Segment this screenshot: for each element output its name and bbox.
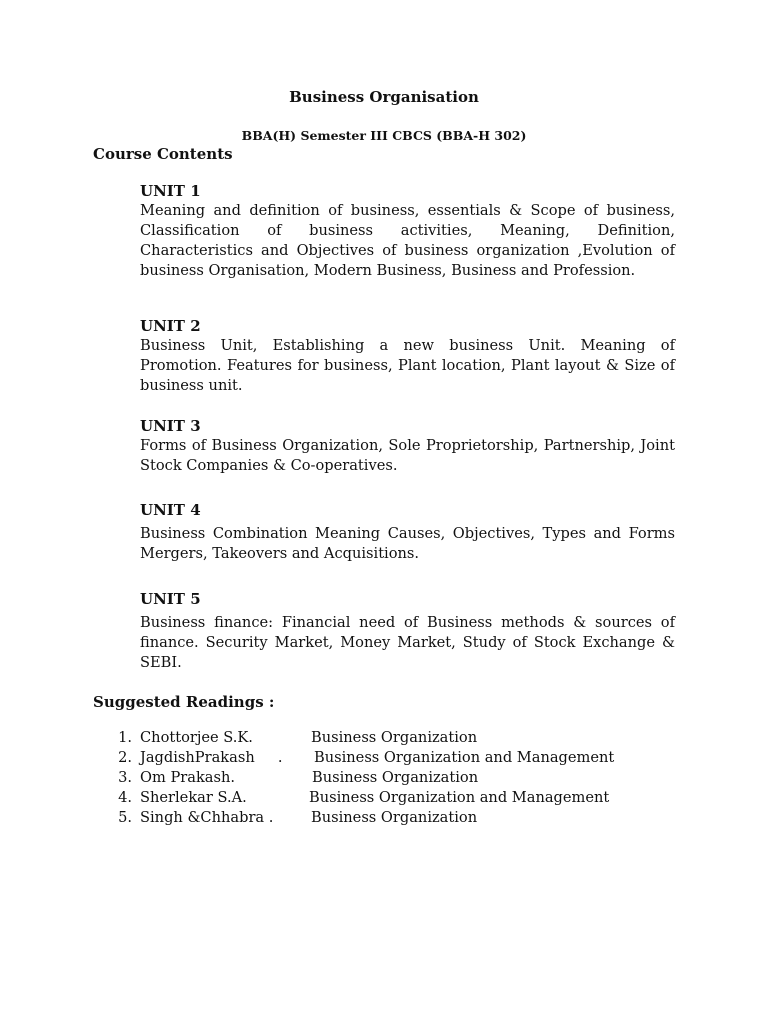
- reading-number: 3.: [118, 769, 132, 786]
- unit-body: Business Unit, Establishing a new business Unit. Meaning of Promotion. Features for business, Plant location, Plant layout & Size of business unit.: [140, 337, 675, 394]
- unit-body: Business finance: Financial need of Business methods & sources of finance. Security Market, Money Market, Study of Stock Exchange & SEBI.: [140, 614, 675, 671]
- unit-title: UNIT 1: [140, 182, 201, 200]
- unit-section: [140, 416, 675, 476]
- unit-section: [140, 500, 675, 564]
- unit-section: [140, 316, 675, 396]
- course-contents-heading: Course Contents: [93, 145, 233, 163]
- reading-book: Business Organization: [312, 769, 479, 786]
- reading-book: Business Organization and Management: [314, 749, 615, 766]
- unit-title: UNIT 4: [140, 501, 201, 519]
- reading-book: Business Organization: [311, 729, 478, 746]
- reading-author: JagdishPrakash .: [140, 749, 283, 766]
- reading-author: Chottorjee S.K.: [140, 729, 253, 746]
- unit-title: UNIT 3: [140, 417, 201, 435]
- unit-title: UNIT 5: [140, 590, 201, 608]
- reading-book: Business Organization and Management: [309, 789, 610, 806]
- unit-body: Business Combination Meaning Causes, Objectives, Types and Forms Mergers, Takeovers and Acquisitions.: [140, 525, 675, 562]
- unit-title: UNIT 2: [140, 317, 201, 335]
- unit-section: [140, 589, 675, 673]
- document-subtitle: BBA(H) Semester III CBCS (BBA-H 302): [241, 128, 527, 143]
- unit-body: Forms of Business Organization, Sole Proprietorship, Partnership, Joint Stock Companies & Co-operatives.: [140, 437, 675, 474]
- reading-author: Singh &Chhabra .: [140, 809, 274, 826]
- unit-body: Meaning and definition of business, essentials & Scope of business, Classification of business activities, Meaning, Definition, Characteristics and Objectives of business organization ,Evolution of business Organisation, Modern Business, Business and Profession.: [140, 202, 675, 279]
- document-title: Business Organisation: [289, 88, 479, 106]
- suggested-readings-heading: Suggested Readings :: [93, 693, 275, 711]
- reading-number: 1.: [118, 729, 132, 746]
- reading-author: Om Prakash.: [140, 769, 236, 786]
- reading-number: 5.: [118, 809, 132, 826]
- reading-number: 2.: [118, 749, 132, 766]
- reading-book: Business Organization: [311, 809, 478, 826]
- reading-number: 4.: [118, 789, 132, 806]
- unit-section: [140, 181, 675, 281]
- reading-author: Sherlekar S.A.: [140, 789, 247, 806]
